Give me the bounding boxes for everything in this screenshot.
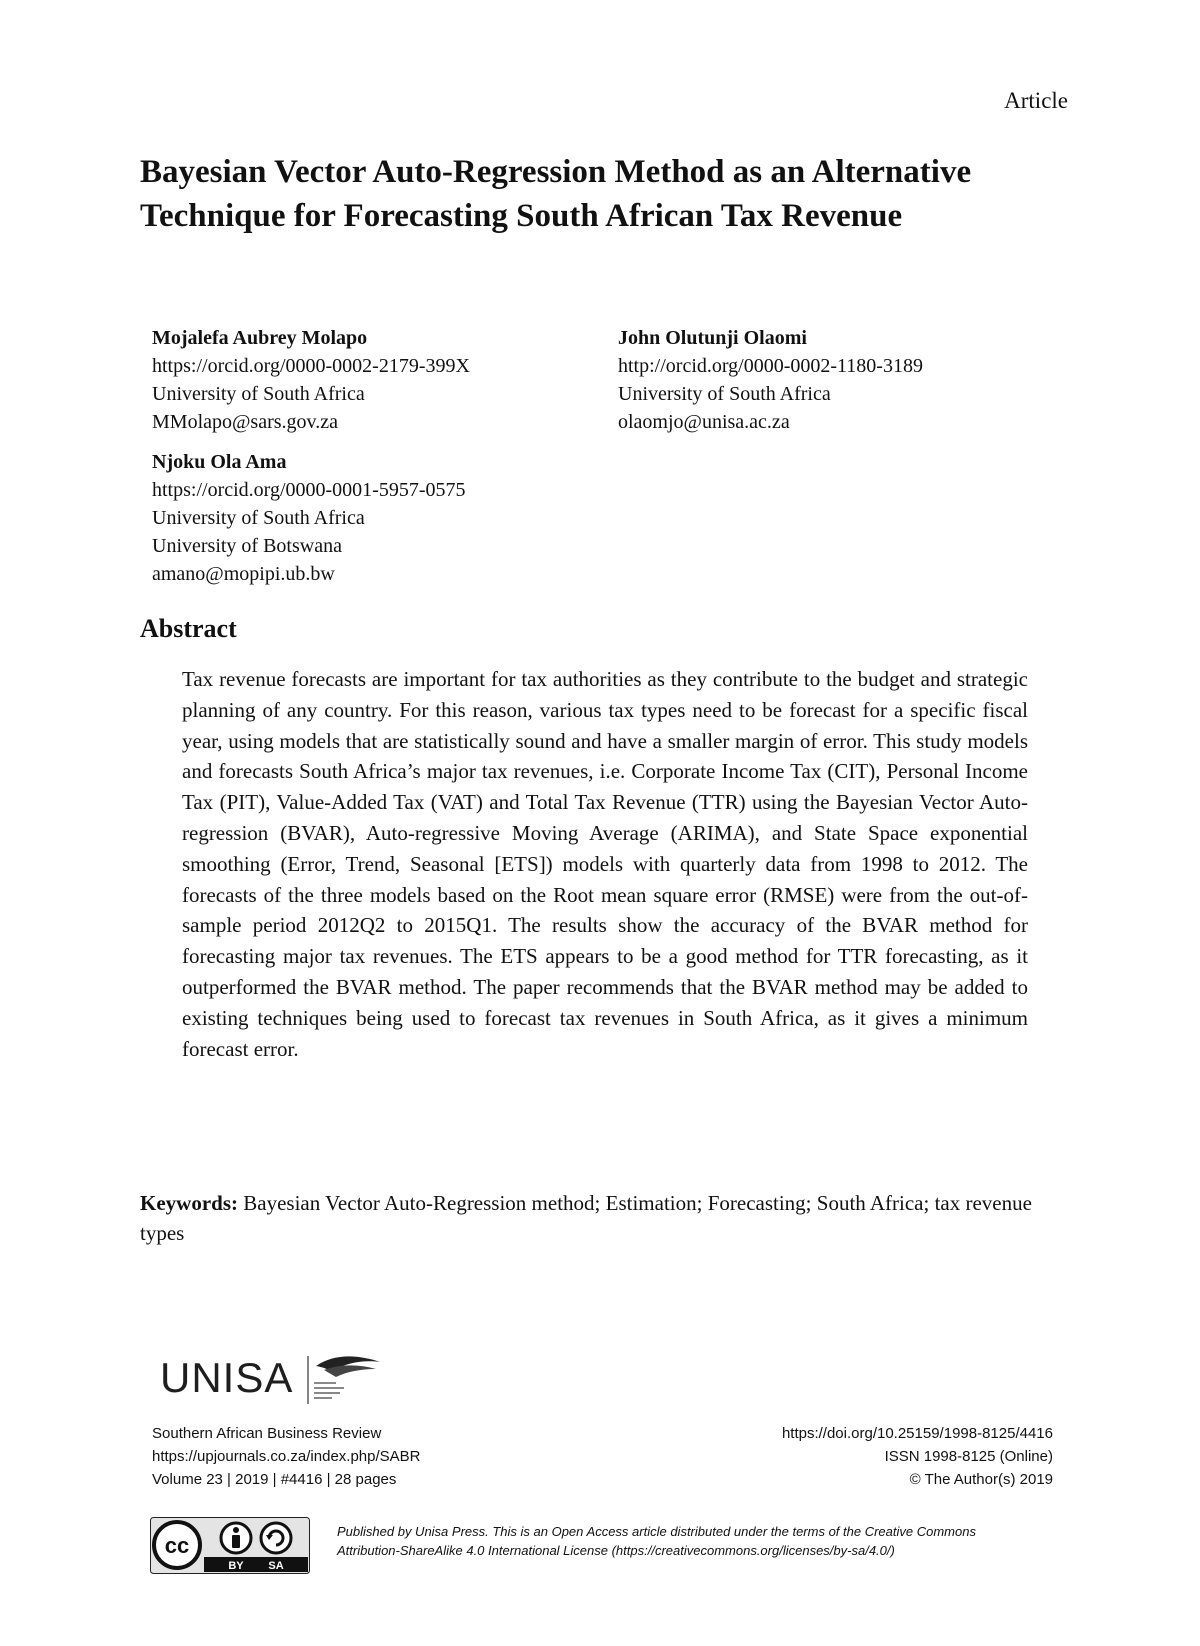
copyright: © The Author(s) 2019 bbox=[909, 1471, 1053, 1488]
license-text: Published by Unisa Press. This is an Open Access article distributed under the terms of the Creative Commons Attribution-ShareAlike 4.0 International License (https://creativecommons.org/licenses/by-sa/4.0/) bbox=[337, 1524, 976, 1558]
author-affiliation: University of South Africa bbox=[152, 507, 365, 529]
journal-info bbox=[152, 1422, 421, 1491]
keywords-text: Bayesian Vector Auto-Regression method; Estimation; Forecasting; South Africa; tax revenue types bbox=[140, 1191, 1032, 1245]
journal-volume: Volume 23 | 2019 | #4416 | 28 pages bbox=[152, 1471, 397, 1488]
author-block bbox=[618, 324, 923, 436]
doi-link[interactable]: https://doi.org/10.25159/1998-8125/4416 bbox=[781, 1425, 1053, 1442]
logo-text: UNISA bbox=[160, 1354, 294, 1401]
author-affiliation: University of South Africa bbox=[618, 383, 831, 405]
abstract-heading: Abstract bbox=[140, 614, 237, 643]
author-orcid-link[interactable]: http://orcid.org/0000-0002-1180-3189 bbox=[618, 355, 923, 377]
author-name: John Olutunji Olaomi bbox=[618, 327, 807, 349]
publication-info bbox=[782, 1422, 1053, 1491]
author-block bbox=[152, 448, 466, 588]
unisa-press-logo bbox=[160, 1352, 390, 1412]
journal-name: Southern African Business Review bbox=[152, 1425, 382, 1442]
paper-title: Bayesian Vector Auto-Regression Method as an Alternative Technique for Forecasting South African Tax Revenue bbox=[140, 154, 972, 234]
cc-by-sa-icon[interactable] bbox=[150, 1517, 310, 1574]
unisa-press-logo-icon bbox=[306, 1352, 386, 1408]
cc-sa-label: SA bbox=[268, 1560, 284, 1572]
author-orcid-link[interactable]: https://orcid.org/0000-0002-2179-399X bbox=[152, 355, 470, 377]
author-name: Njoku Ola Ama bbox=[152, 451, 287, 473]
article-type-label: Article bbox=[1004, 88, 1068, 113]
keywords-label: Keywords: bbox=[140, 1191, 238, 1215]
svg-text:cc: cc bbox=[164, 1533, 190, 1558]
abstract-text: Tax revenue forecasts are important for tax authorities as they contribute to the budget and strategic planning of any country. For this reason, various tax types need to be forecast for a specific fiscal year, using models that are statistically sound and have a smaller margin of error. This study models and forecasts South Africa’s major tax revenues, i.e. Corporate Income Tax (CIT), Personal Income Tax (PIT), Value-Added Tax (VAT) and Total Tax Revenue (TTR) using the Bayesian Vector Auto-regression (BVAR), Auto-regressive Moving Average (ARIMA), and State Space exponential smoothing (Error, Trend, Seasonal [ETS]) models with quarterly data from 1998 to 2012. The forecasts of the three models based on the Root mean square error (RMSE) were from the out-of-sample period 2012Q2 to 2015Q1. The results show the accuracy of the BVAR method for forecasting major tax revenues. The ETS appears to be a good method for TTR forecasting, as it outperformed the BVAR method. The paper recommends that the BVAR method may be added to existing techniques being used to forecast tax revenues in South Africa, as it gives a minimum forecast error. bbox=[182, 667, 1028, 1061]
author-email-link[interactable]: olaomjo@unisa.ac.za bbox=[618, 411, 790, 433]
author-name: Mojalefa Aubrey Molapo bbox=[152, 327, 368, 349]
author-orcid-link[interactable]: https://orcid.org/0000-0001-5957-0575 bbox=[152, 479, 466, 501]
journal-url-link[interactable]: https://upjournals.co.za/index.php/SABR bbox=[152, 1448, 421, 1465]
author-affiliation: University of Botswana bbox=[152, 535, 342, 557]
cc-by-label: BY bbox=[228, 1560, 244, 1572]
author-affiliation: University of South Africa bbox=[152, 383, 365, 405]
author-email-link[interactable]: MMolapo@sars.gov.za bbox=[152, 411, 338, 433]
author-block bbox=[152, 324, 470, 436]
issn: ISSN 1998-8125 (Online) bbox=[884, 1448, 1053, 1465]
author-email-link[interactable]: amano@mopipi.ub.bw bbox=[152, 563, 335, 585]
keywords bbox=[140, 1188, 1070, 1248]
